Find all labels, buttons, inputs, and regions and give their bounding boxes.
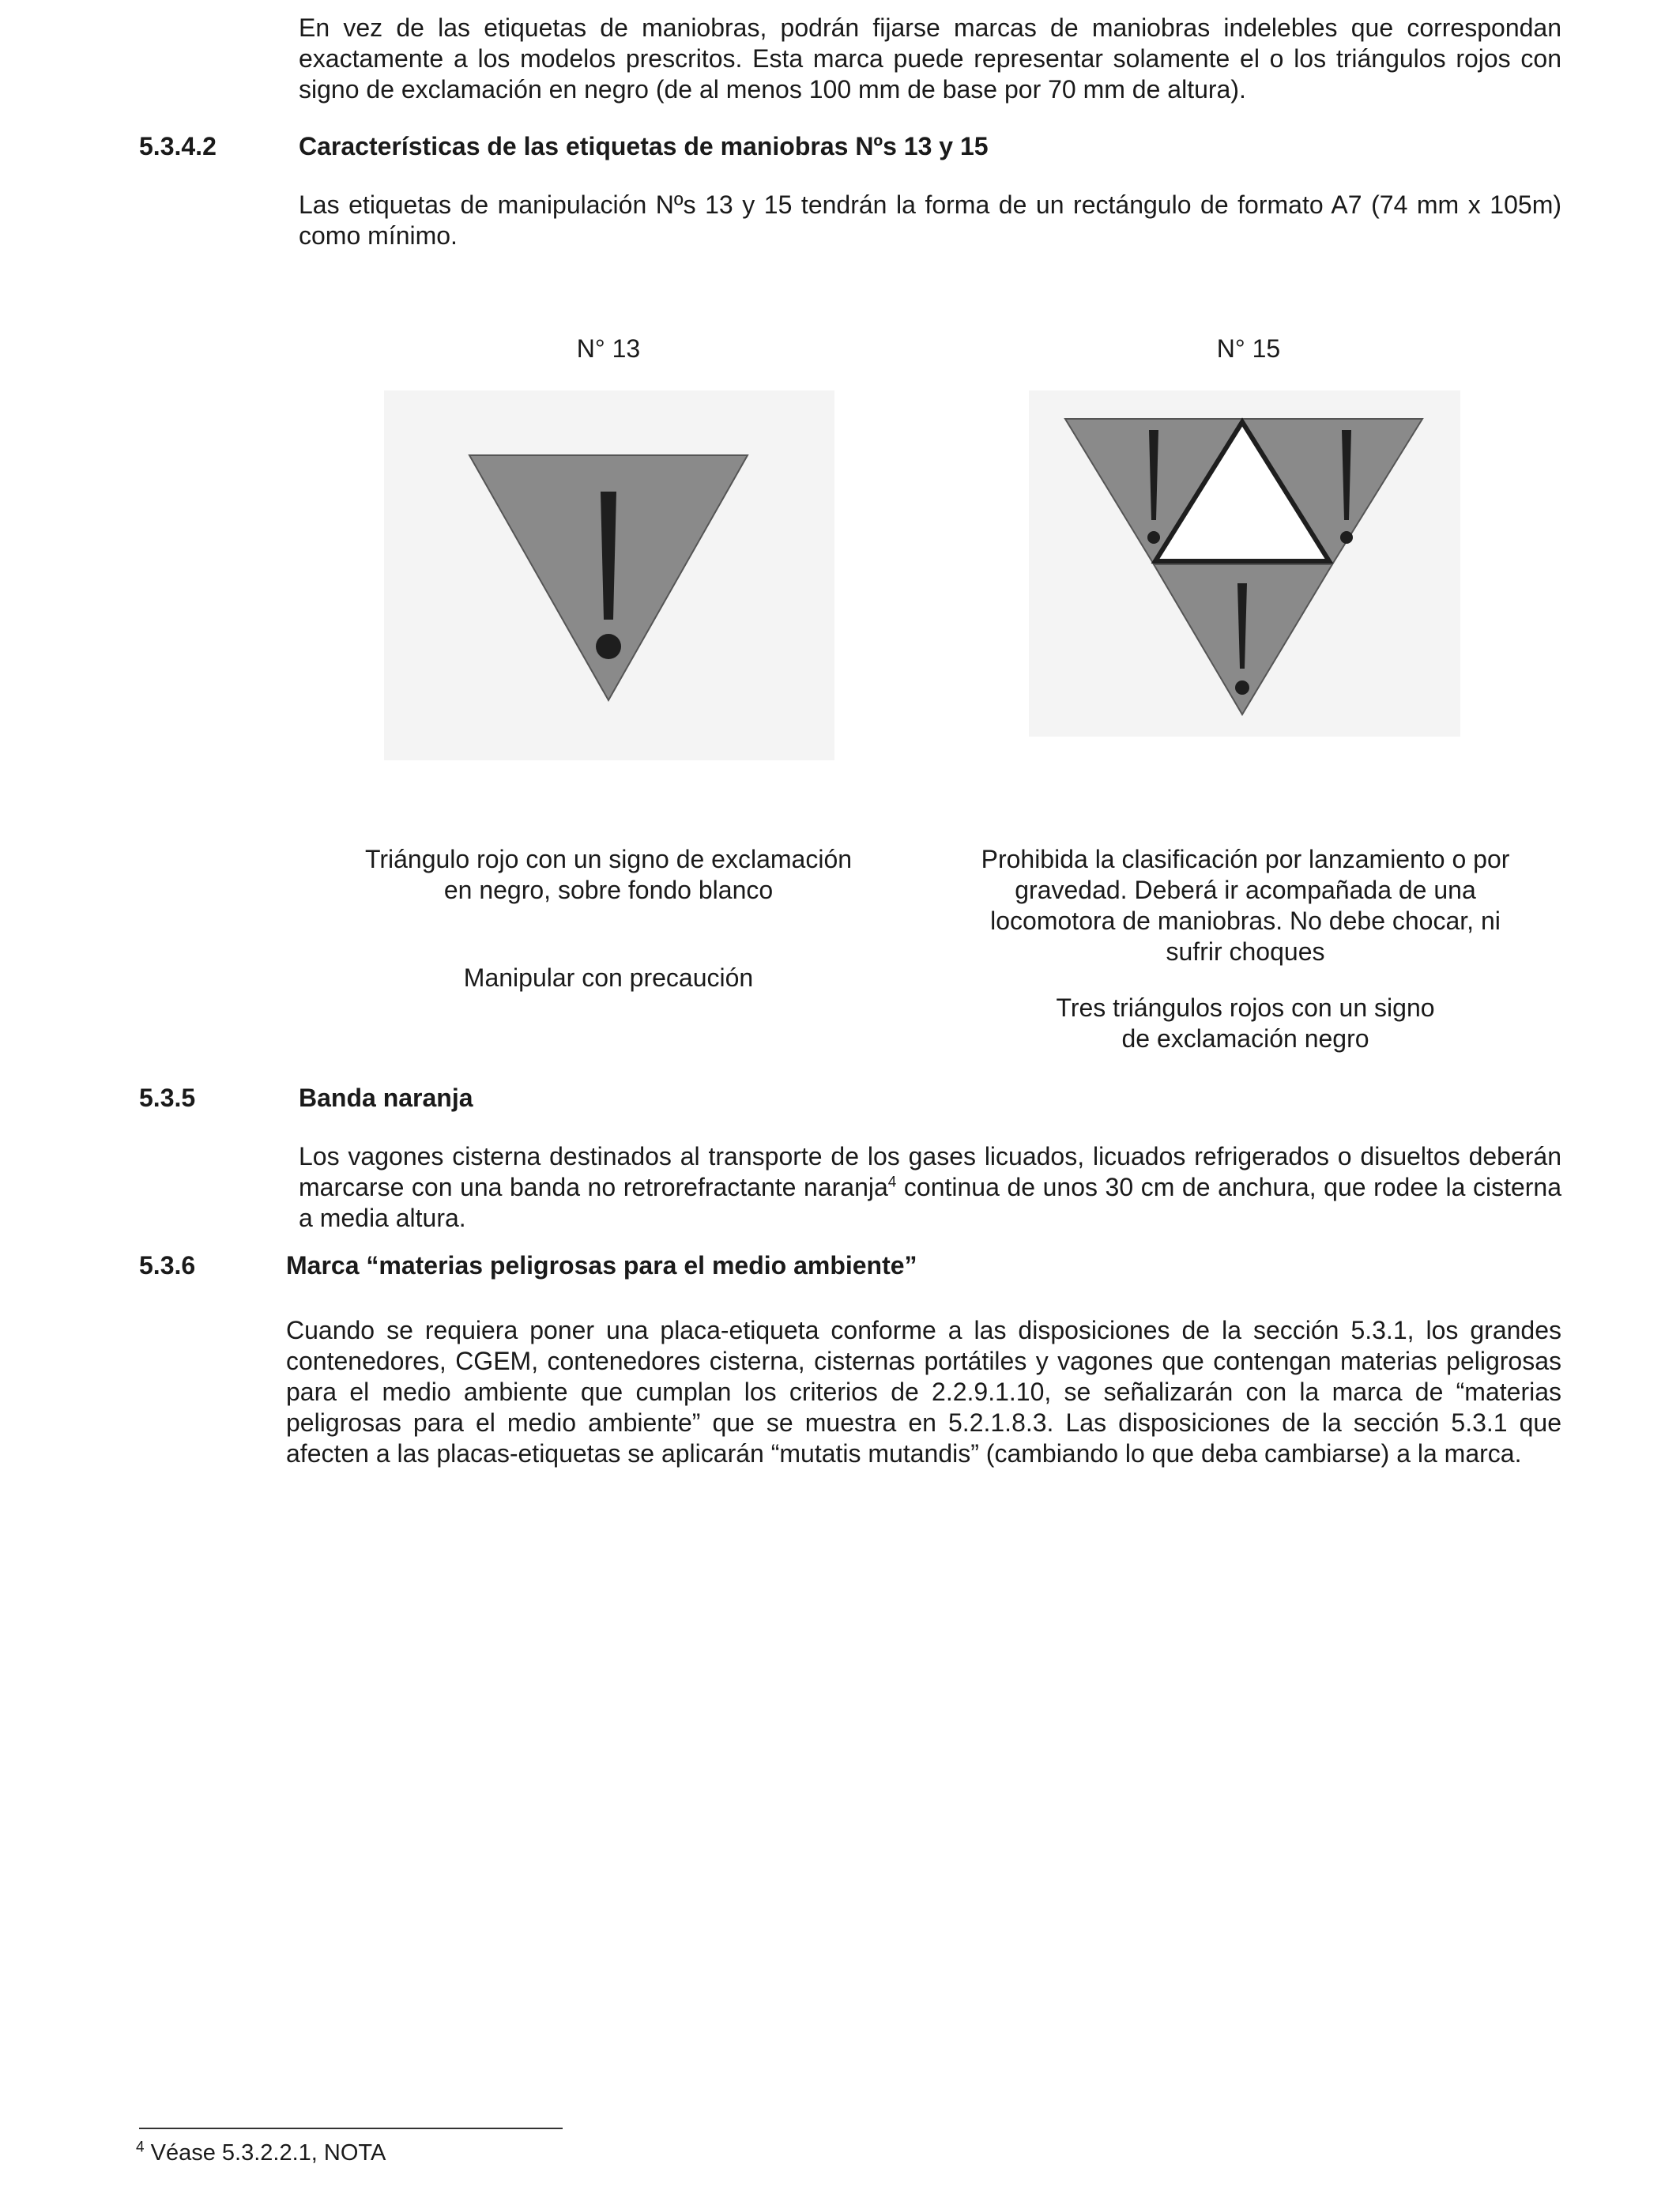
label-13-title: N° 13: [576, 334, 641, 363]
footnote: [136, 2139, 386, 2167]
label-13-caption-line1: Triángulo rojo con un signo de exclamación: [364, 845, 853, 873]
label-13-figure: [384, 390, 834, 760]
label-13-caption: [300, 844, 917, 906]
label-15-figure: [1029, 390, 1460, 737]
footnote-ref: 4: [887, 1174, 897, 1191]
section-body-5342: Las etiquetas de manipulación Nºs 13 y 15 tendrán la forma de un rectángulo de formato A7 (74 mm x 105m) como mínimo.: [299, 190, 1561, 250]
label-15-caption-line1: Tres triángulos rojos con un signo: [1056, 993, 1435, 1022]
footnote-rule: [139, 2128, 563, 2129]
label-15-meaning: [929, 844, 1561, 967]
section-number-5342: 5.3.4.2: [139, 132, 217, 160]
section-body-535-part1: Los vagones cisterna destinados al transporte de los gases licuados, licuados refrigerados o disueltos deberán marcarse con una banda no retrorefractante naranja: [299, 1142, 1561, 1201]
label-13-caption-line2: en negro, sobre fondo blanco: [443, 876, 774, 904]
section-body-535: [299, 1141, 1561, 1234]
label-15-caption: [929, 993, 1561, 1054]
footnote-text: Véase 5.3.2.2.1, NOTA: [150, 2140, 386, 2166]
label-15-meaning-line4: sufrir choques: [1166, 937, 1325, 966]
three-triangles-exclamation-icon: [1029, 390, 1460, 737]
section-body-535-part2: continua de unos 30 cm de anchura, que rodee la cisterna a media altura.: [299, 1173, 1562, 1232]
section-body-536: Cuando se requiera poner una placa-etiqueta conforme a las disposiciones de la sección 5.3.1, los grandes contenedores, CGEM, contenedores cisterna, cisternas portátiles y vagones que contengan materias peligrosas para el medio ambiente que cumplan los criterios de 2.2.9.1.10, se señalizarán con la marca de “materias peligrosas para el medio ambiente” que se muestra en 5.2.1.8.3. Las disposiciones de la sección 5.3.1 que afecten a las placas-etiquetas se aplicarán “mutatis mutandis” (cambiando lo que deba cambiarse) a la marca.: [286, 1316, 1561, 1468]
section-number-536: 5.3.6: [139, 1251, 196, 1280]
label-15-meaning-line3: locomotora de maniobras. No debe chocar, ni: [990, 907, 1501, 935]
label-15-title: N° 15: [1216, 334, 1281, 363]
intro-paragraph: En vez de las etiquetas de maniobras, podrán fijarse marcas de maniobras indelebles que correspondan exactamente a los modelos prescritos. Esta marca puede representar solamente el o los triángulos rojos con signo de exclamación en negro (de al menos 100 mm de base por 70 mm de altura).: [299, 13, 1561, 104]
section-title-535: Banda naranja: [299, 1084, 473, 1112]
label-13-meaning: Manipular con precaución: [463, 963, 754, 992]
single-triangle-exclamation-icon: [384, 390, 834, 760]
label-15-caption-line2: de exclamación negro: [1121, 1024, 1369, 1053]
section-title-5342: Características de las etiquetas de maniobras Nºs 13 y 15: [299, 132, 989, 160]
section-number-535: 5.3.5: [139, 1084, 196, 1112]
section-title-536: Marca “materias peligrosas para el medio ambiente”: [286, 1251, 917, 1280]
footnote-number: 4: [136, 2139, 145, 2156]
label-15-meaning-line1: Prohibida la clasificación por lanzamiento o por: [981, 845, 1510, 873]
label-15-meaning-line2: gravedad. Deberá ir acompañada de una: [1015, 876, 1476, 904]
